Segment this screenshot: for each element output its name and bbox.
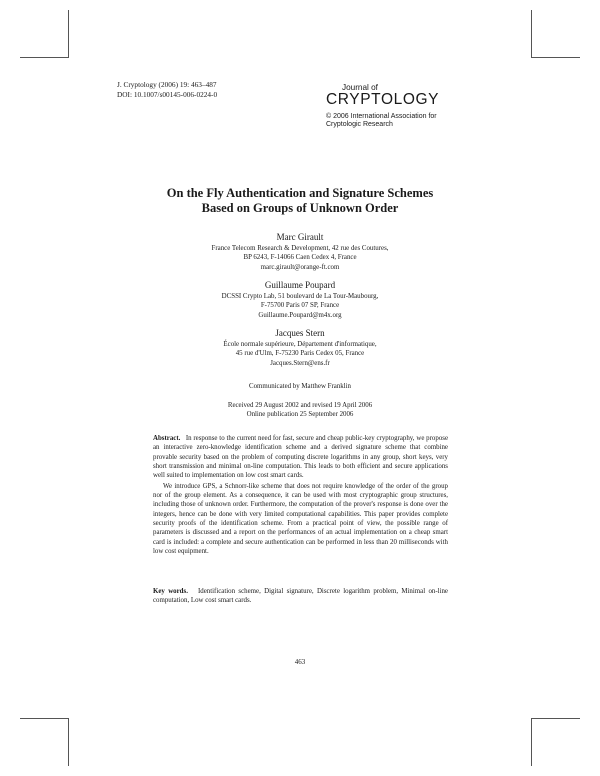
crop-mark-bottom-right-h [532,718,580,719]
crop-mark-bottom-left-h [20,718,68,719]
journal-logo-block [326,83,496,130]
title-line-2: Based on Groups of Unknown Order [201,201,399,215]
crop-mark-top-left-v [68,10,69,58]
author-name-3: Jacques Stern [275,328,325,338]
journal-of: Journal of [342,83,378,92]
crop-mark-bottom-right-v [531,718,532,766]
author-affiliation-2 [100,292,500,320]
doi: DOI: 10.1007/s00145-006-0224-0 [117,89,218,99]
abstract-label: Abstract. [153,435,181,442]
affil-line: F-75700 Paris 07 SP, France [260,302,340,310]
copyright-line-1: © 2006 International Association for [326,113,437,120]
copyright-line-2: Cryptologic Research [326,121,393,129]
journal-citation-block [117,80,217,99]
affil-line: DCSSI Crypto Lab, 51 boulevard de La Tour-Maubourg, [221,293,379,300]
author-name-2: Guillaume Poupard [264,280,336,290]
affil-line: École normale supérieure, Département d'informatique, [223,341,377,348]
author-affiliation-3 [100,340,500,368]
affil-line: 45 rue d'Ulm, F-75230 Paris Cedex 05, France [235,350,365,358]
received-date: Received 29 August 2002 and revised 19 April 2006 [227,402,373,409]
keywords-label: Key words. [153,588,188,595]
author-email: Guillaume.Poupard@m4x.org [258,311,342,319]
crop-mark-top-right-h [532,57,580,58]
online-date: Online publication 25 September 2006 [246,411,354,418]
crop-mark-top-right-v [531,10,532,58]
page-number: 463 [294,658,306,666]
affil-line: France Telecom Research & Development, 42 rue des Coutures, [211,245,389,252]
abstract-paragraph-2: We introduce GPS, a Schnorr-like scheme that does not require knowledge of the order of the group nor of the group element. As a consequence, it can be used with most cryptographic group structures, including those of unknown order. Furthermore, the computation of the prover's response is done over the integers, hence can be done with very limited computational capabilities. This paper provides complete security proofs of the identification scheme. From a practical point of view, the possible range of parameters is discussed and a report on the performances of an actual implementation on a cheap smart card is included: a complete and secure authentication can be performed in less than 20 milliseconds with low cost equipment. [153,482,448,556]
abstract [153,434,448,556]
paper-title [100,186,500,216]
author-email: Jacques.Stern@ens.fr [270,359,330,367]
abstract-paragraph-1 [153,434,448,481]
author-affiliation-1 [100,244,500,272]
abstract-text-1: In response to the current need for fast, secure and cheap public-key cryptography, we propose an interactive zero-knowledge identification scheme and a derived signature scheme that combine provable security based on the problem of computing discrete logarithms in any group, short keys, very short transmission and minimal on-line computation. This leads to both efficient and secure applications well suited to implementation on low cost smart cards. [153,435,449,480]
author-name-1: Marc Girault [276,232,324,242]
crop-mark-top-left-h [20,57,68,58]
title-line-1: On the Fly Authentication and Signature Schemes [166,186,434,200]
affil-line: BP 6243, F-14066 Caen Cedex 4, France [243,254,357,262]
journal-name-logo: CRYPTOLOGY [326,91,440,108]
author-email: marc.girault@orange-ft.com [260,263,340,271]
keywords-text: Identification scheme, Digital signature, Discrete logarithm problem, Minimal on-line computation, Low cost smart cards. [153,588,448,605]
keywords [153,587,448,606]
crop-mark-bottom-left-v [68,718,69,766]
citation: J. Cryptology (2006) 19: 463–487 [117,80,217,89]
communicated-by: Communicated by Matthew Franklin [248,383,351,390]
